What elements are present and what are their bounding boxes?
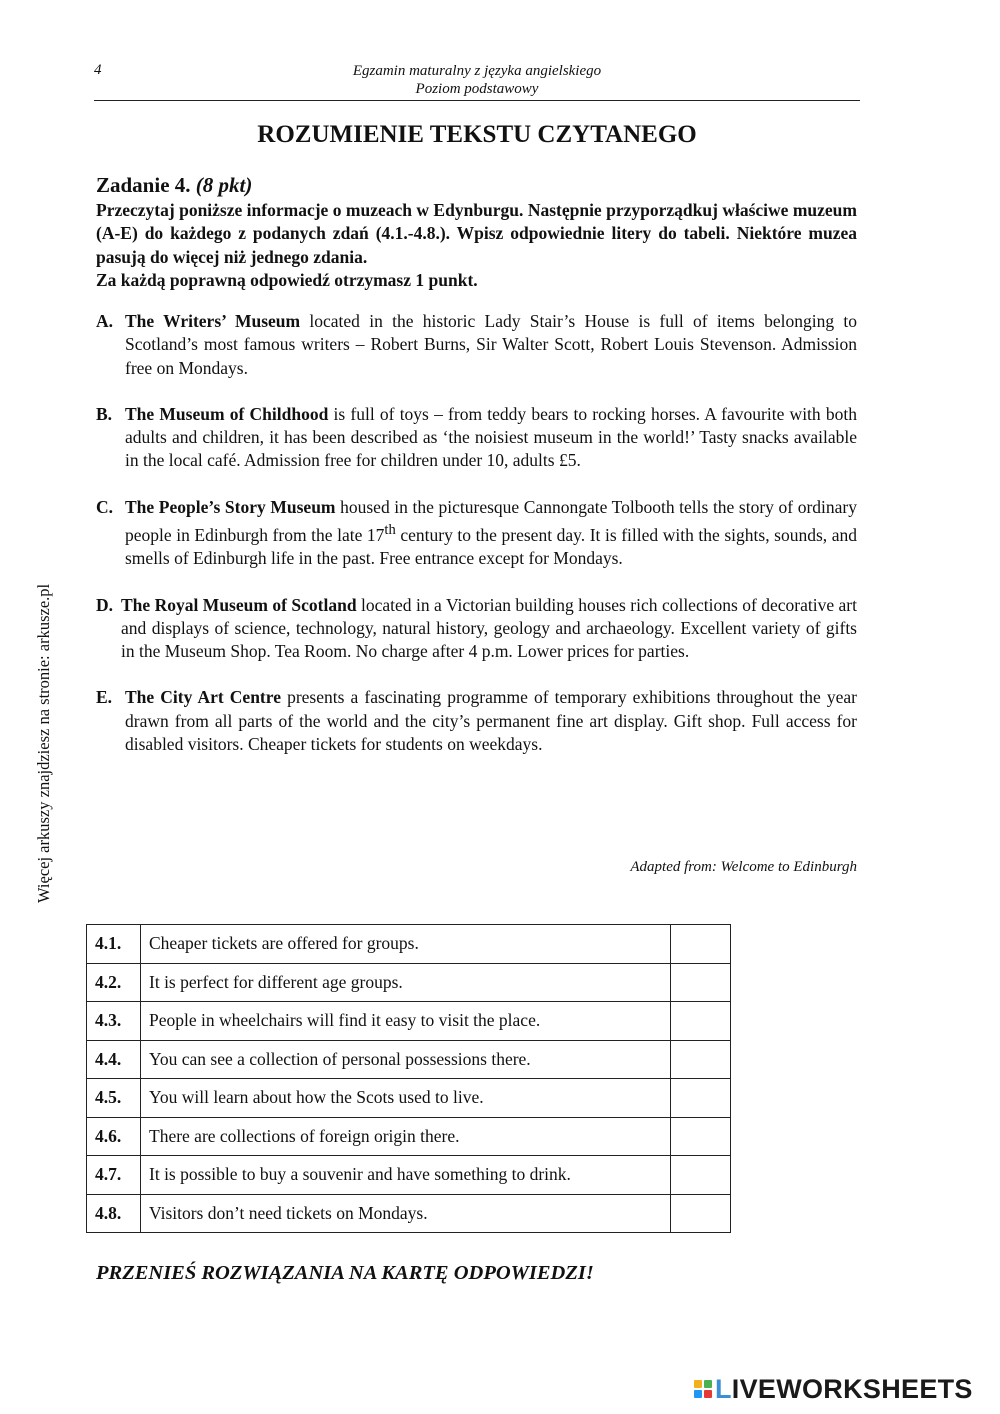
exam-title (94, 62, 860, 98)
answer-box[interactable] (671, 1079, 731, 1118)
exam-title-line2: Poziom podstawowy (415, 81, 539, 97)
scoring-text: Za każdą poprawną odpowiedź otrzymasz 1 punkt. (96, 269, 478, 290)
answer-box[interactable] (671, 1194, 731, 1233)
ordinal-suffix: th (384, 522, 396, 539)
museum-letter: C. (96, 496, 114, 517)
source-citation: Adapted from: Welcome to Edinburgh (630, 859, 857, 875)
question-number: 4.7. (87, 1156, 141, 1195)
answer-box[interactable] (671, 1117, 731, 1156)
museum-letter: B. (96, 403, 113, 424)
museum-name: The Museum of Childhood (125, 403, 329, 424)
question-number: 4.8. (87, 1194, 141, 1233)
museum-a (96, 310, 857, 380)
question-text: People in wheelchairs will find it easy to visit the place. (141, 1002, 671, 1041)
logo-square (694, 1390, 702, 1398)
question-text: It is possible to buy a souvenir and have something to drink. (141, 1156, 671, 1195)
question-number: 4.2. (87, 963, 141, 1002)
question-text: You will learn about how the Scots used to live. (141, 1079, 671, 1118)
museum-description: located in the historic Lady Stair’s House is full of items belonging to Scotland’s most famous writers – Robert Burns, Sir Walter Scott, Robert Louis Stevenson. Admission free on Mondays. (125, 311, 857, 378)
liveworksheets-logo (694, 1373, 973, 1404)
museum-e (96, 686, 857, 756)
logo-text (715, 1374, 973, 1405)
museum-description: is full of toys – from teddy bears to rocking horses. A favourite with both adults and children, it has been described as ‘the noisiest museum in the world!’ Tasty snacks available in the local café. Admission free for children under 10, adults £5. (125, 403, 857, 471)
museum-letter: D. (96, 594, 114, 615)
logo-square (694, 1380, 702, 1388)
task-instructions (96, 199, 857, 292)
question-number: 4.5. (87, 1079, 141, 1118)
table-row (87, 1040, 731, 1079)
question-number: 4.3. (87, 1002, 141, 1041)
page-number: 4 (94, 62, 102, 78)
task-heading (96, 173, 252, 198)
museum-d (96, 594, 857, 664)
task-points: (8 pkt) (195, 173, 253, 197)
question-text: You can see a collection of personal possessions there. (141, 1040, 671, 1079)
museum-description: presents a fascinating programme of temporary exhibitions throughout the year drawn from all parts of the world and the city’s permanent fine art display. Gift shop. Full access for disabled visitors. Cheaper tickets for students on weekdays. (125, 687, 857, 754)
section-title: ROZUMIENIE TEKSTU CZYTANEGO (257, 121, 697, 148)
transfer-note: PRZENIEŚ ROZWIĄZANIA NA KARTĘ ODPOWIEDZI! (96, 1262, 594, 1284)
museum-description: located in a Victorian building houses rich collections of decorative art and displays of science, technology, natural history, geology and archaeology. Excellent variety of gifts in the Museum Shop. Tea Room. No charge after 4 p.m. Lower prices for parties. (121, 594, 857, 662)
answer-box[interactable] (671, 1040, 731, 1079)
table-row (87, 963, 731, 1002)
museum-letter: A. (96, 311, 114, 331)
page-header (94, 60, 860, 101)
museum-description-cont: century to the present day. It is filled with the sights, sounds, and smells of Edinburgh life in the past. Free entrance except for Mondays. (125, 524, 857, 569)
table-row (87, 1156, 731, 1195)
answer-box[interactable] (671, 963, 731, 1002)
liveworksheets-mark-icon (694, 1380, 712, 1398)
answer-table (86, 924, 731, 1233)
answer-box[interactable] (671, 1156, 731, 1195)
table-row (87, 1117, 731, 1156)
museum-b (96, 403, 857, 473)
logo-rest: IVEWORKSHEETS (731, 1373, 973, 1404)
question-text: Visitors don’t need tickets on Mondays. (141, 1194, 671, 1233)
question-number: 4.6. (87, 1117, 141, 1156)
museum-list (96, 310, 857, 779)
museum-c (96, 496, 857, 571)
exam-title-line1: Egzamin maturalny z języka angielskiego (352, 63, 602, 79)
museum-name: The Writers’ Museum (125, 311, 301, 331)
task-label: Zadanie 4. (96, 173, 191, 197)
logo-first-letter: L (715, 1373, 732, 1404)
logo-square (704, 1380, 712, 1388)
answer-box[interactable] (671, 925, 731, 964)
table-row (87, 1079, 731, 1118)
table-row (87, 1002, 731, 1041)
side-note: Więcej arkuszy znajdziesz na stronie: arkusze.pl (34, 583, 53, 903)
instruction-text: Przeczytaj poniższe informacje o muzeach w Edynburgu. Następnie przyporządkuj właściwe muzeum (A-E) do każdego z podanych zdań (4.1.-4.8.). Wpisz odpowiednie litery do tabeli. Niektóre muzea pasują do więcej niż jednego zdania. (96, 200, 857, 267)
museum-name: The People’s Story Museum (125, 496, 336, 517)
question-text: There are collections of foreign origin there. (141, 1117, 671, 1156)
museum-letter: E. (96, 687, 113, 708)
question-number: 4.1. (87, 925, 141, 964)
answer-box[interactable] (671, 1002, 731, 1041)
table-row (87, 1194, 731, 1233)
question-number: 4.4. (87, 1040, 141, 1079)
logo-square (704, 1390, 712, 1398)
table-row (87, 925, 731, 964)
museum-description: housed in the picturesque Cannongate Tolbooth tells the story of ordinary people in Edinburgh from the late 17 (125, 496, 857, 545)
museum-name: The Royal Museum of Scotland (121, 594, 357, 615)
question-text: It is perfect for different age groups. (141, 963, 671, 1002)
question-text: Cheaper tickets are offered for groups. (141, 925, 671, 964)
museum-name: The City Art Centre (125, 687, 281, 708)
